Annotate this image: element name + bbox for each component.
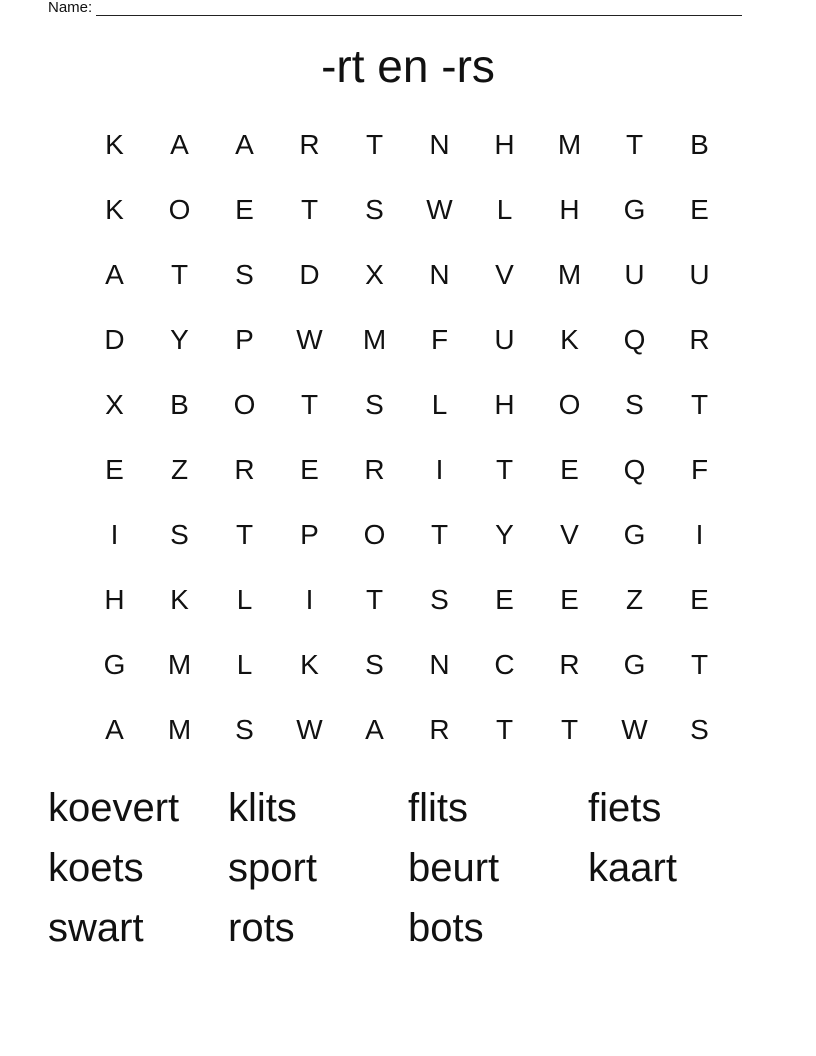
grid-letter[interactable]: L	[236, 583, 253, 615]
grid-letter[interactable]: H	[559, 193, 580, 225]
grid-letter[interactable]: R	[299, 128, 320, 160]
page-title: -rt en -rs	[321, 40, 495, 92]
grid-letter[interactable]: F	[690, 453, 709, 485]
grid-row	[82, 242, 732, 307]
grid-letter[interactable]: R	[429, 713, 450, 745]
grid-letter[interactable]: I	[435, 453, 444, 485]
word-list-item: flits	[408, 786, 468, 830]
grid-letter[interactable]: W	[296, 713, 323, 745]
grid-letter[interactable]: H	[494, 128, 515, 160]
grid-letter[interactable]: E	[690, 193, 709, 225]
grid-letter[interactable]: I	[695, 518, 704, 550]
grid-letter[interactable]: U	[689, 258, 710, 290]
name-write-line[interactable]	[96, 1, 742, 16]
grid-letter[interactable]: I	[305, 583, 314, 615]
word-list-item: bots	[408, 906, 484, 950]
grid-letter[interactable]: T	[235, 518, 254, 550]
grid-letter[interactable]: E	[560, 453, 579, 485]
grid-letter[interactable]: T	[560, 713, 579, 745]
grid-letter[interactable]: G	[623, 518, 646, 550]
grid-letter[interactable]: M	[557, 128, 582, 160]
grid-letter[interactable]: V	[495, 258, 514, 290]
grid-letter[interactable]: N	[429, 258, 450, 290]
grid-letter[interactable]: L	[431, 388, 448, 420]
grid-letter[interactable]: S	[690, 713, 709, 745]
word-list-item: fiets	[588, 786, 662, 830]
grid-letter[interactable]: E	[495, 583, 514, 615]
grid-letter[interactable]: V	[560, 518, 579, 550]
grid-letter[interactable]: K	[560, 323, 579, 355]
grid-letter[interactable]: K	[170, 583, 189, 615]
grid-letter[interactable]: Y	[170, 323, 189, 355]
grid-letter[interactable]: K	[105, 128, 124, 160]
grid-letter[interactable]: T	[365, 128, 384, 160]
grid-row	[82, 372, 732, 437]
grid-letter[interactable]: Q	[623, 453, 646, 485]
grid-letter[interactable]: S	[170, 518, 189, 550]
grid-letter[interactable]: E	[235, 193, 254, 225]
grid-letter[interactable]: S	[235, 258, 254, 290]
grid-letter[interactable]: S	[625, 388, 644, 420]
grid-letter[interactable]: R	[364, 453, 385, 485]
grid-letter[interactable]: H	[104, 583, 125, 615]
grid-letter[interactable]: W	[426, 193, 453, 225]
grid-letter[interactable]: K	[300, 648, 319, 680]
grid-row	[82, 567, 732, 632]
grid-letter[interactable]: M	[557, 258, 582, 290]
grid-row	[82, 632, 732, 697]
grid-letter[interactable]: A	[365, 713, 384, 745]
grid-letter[interactable]: S	[365, 193, 384, 225]
grid-letter[interactable]: G	[623, 648, 646, 680]
grid-letter[interactable]: O	[233, 388, 256, 420]
grid-letter[interactable]: R	[559, 648, 580, 680]
grid-letter[interactable]: T	[300, 193, 319, 225]
grid-letter[interactable]: B	[170, 388, 189, 420]
grid-letter[interactable]: F	[430, 323, 449, 355]
grid-letter[interactable]: C	[494, 648, 515, 680]
grid-letter[interactable]: T	[690, 388, 709, 420]
grid-letter[interactable]: T	[690, 648, 709, 680]
word-search-grid	[82, 112, 732, 762]
grid-letter[interactable]: H	[494, 388, 515, 420]
grid-letter[interactable]: Z	[170, 453, 189, 485]
grid-letter[interactable]: G	[103, 648, 126, 680]
grid-letter[interactable]: S	[365, 388, 384, 420]
grid-letter[interactable]: O	[168, 193, 191, 225]
grid-letter[interactable]: B	[690, 128, 709, 160]
grid-letter[interactable]: R	[234, 453, 255, 485]
grid-letter[interactable]: N	[429, 128, 450, 160]
grid-letter[interactable]: M	[167, 713, 192, 745]
grid-letter[interactable]: T	[300, 388, 319, 420]
grid-letter[interactable]: W	[296, 323, 323, 355]
grid-letter[interactable]: K	[105, 193, 124, 225]
grid-letter[interactable]: S	[430, 583, 449, 615]
grid-letter[interactable]: U	[624, 258, 645, 290]
grid-letter[interactable]: P	[300, 518, 319, 550]
grid-letter[interactable]: D	[104, 323, 125, 355]
grid-letter[interactable]: A	[170, 128, 189, 160]
grid-letter[interactable]: T	[365, 583, 384, 615]
grid-letter[interactable]: R	[689, 323, 710, 355]
name-line	[48, 0, 742, 16]
grid-letter[interactable]: E	[690, 583, 709, 615]
word-list-item: sport	[228, 846, 317, 890]
word-list-item: klits	[228, 786, 297, 830]
grid-letter[interactable]: T	[495, 453, 514, 485]
grid-letter[interactable]: D	[299, 258, 320, 290]
word-list-item: koevert	[48, 786, 180, 830]
word-list-item: swart	[48, 906, 144, 950]
grid-letter[interactable]: I	[110, 518, 119, 550]
grid-letter[interactable]: T	[430, 518, 449, 550]
grid-letter[interactable]: U	[494, 323, 515, 355]
grid-letter[interactable]: X	[365, 258, 384, 290]
grid-letter[interactable]: A	[105, 713, 124, 745]
grid-letter[interactable]: A	[105, 258, 124, 290]
grid-letter[interactable]: A	[235, 128, 254, 160]
grid-letter[interactable]: S	[365, 648, 384, 680]
grid-letter[interactable]: E	[560, 583, 579, 615]
grid-letter[interactable]: G	[623, 193, 646, 225]
grid-row	[82, 437, 732, 502]
grid-letter[interactable]: M	[362, 323, 387, 355]
grid-letter[interactable]: Y	[495, 518, 514, 550]
grid-row	[82, 307, 732, 372]
grid-letter[interactable]: L	[496, 193, 513, 225]
grid-letter[interactable]: E	[300, 453, 319, 485]
grid-letter[interactable]: T	[170, 258, 189, 290]
grid-row	[82, 502, 732, 567]
grid-letter[interactable]: S	[235, 713, 254, 745]
grid-row	[82, 112, 732, 177]
word-list	[48, 778, 768, 958]
grid-letter[interactable]: X	[105, 388, 124, 420]
grid-letter[interactable]: O	[558, 388, 581, 420]
grid-letter[interactable]: M	[167, 648, 192, 680]
word-list-item: koets	[48, 846, 144, 890]
grid-letter[interactable]: O	[363, 518, 386, 550]
grid-letter[interactable]: L	[236, 648, 253, 680]
grid-letter[interactable]: E	[105, 453, 124, 485]
grid-letter[interactable]: T	[495, 713, 514, 745]
word-list-item: beurt	[408, 846, 500, 890]
word-list-item: rots	[228, 906, 295, 950]
grid-letter[interactable]: P	[235, 323, 254, 355]
grid-letter[interactable]: Q	[623, 323, 646, 355]
grid-letter[interactable]: W	[621, 713, 648, 745]
grid-letter[interactable]: Z	[625, 583, 644, 615]
word-list-item: kaart	[588, 846, 677, 890]
grid-letter[interactable]: T	[625, 128, 644, 160]
grid-row	[82, 177, 732, 242]
grid-row	[82, 697, 732, 762]
grid-letter[interactable]: N	[429, 648, 450, 680]
name-label: Name:	[48, 0, 93, 16]
